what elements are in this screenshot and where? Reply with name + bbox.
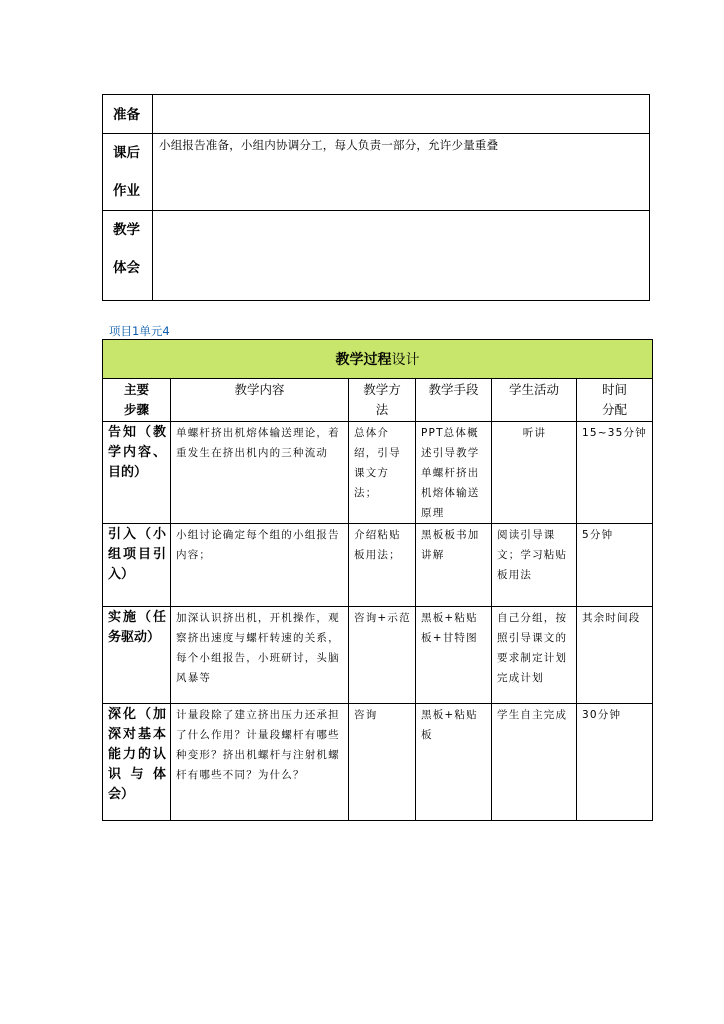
prep-label-cell (103, 95, 153, 134)
header-time-line2: 分配 (602, 402, 628, 417)
header-means: 教学手段 (416, 379, 492, 422)
reflection-content (153, 211, 650, 301)
header-step-line1: 主要 (123, 382, 149, 397)
header-step (103, 379, 171, 422)
table-title-bold: 教学过程 (335, 352, 392, 368)
time-cell: 15~35分钟 (577, 422, 653, 524)
means-cell: 黑板+粘贴板+甘特图 (416, 607, 492, 704)
table-title (103, 340, 653, 379)
header-method-line2: 法 (375, 402, 389, 417)
activity-cell: 听讲 (492, 422, 577, 524)
content-cell: 加深认识挤出机，开机操作，观察挤出速度与螺杆转速的关系，每个小组报告，小班研讨，头脑风暴等 (171, 607, 349, 704)
reflection-row (103, 211, 650, 301)
step-cell: 实施（任务驱动） (103, 607, 171, 704)
means-cell: 黑板+粘贴板 (416, 704, 492, 821)
activity-cell: 阅读引导课文；学习粘贴板用法 (492, 524, 577, 607)
header-content: 教学内容 (171, 379, 349, 422)
activity-cell: 学生自主完成 (492, 704, 577, 821)
reflection-label-cell (103, 211, 153, 301)
method-cell: 咨询 (349, 704, 416, 821)
homework-label-line2: 作业 (113, 183, 140, 199)
title-row (103, 340, 653, 379)
header-method-line1: 教学方 (363, 382, 401, 397)
homework-content: 小组报告准备，小组内协调分工，每人负责一部分，允许少量重叠 (153, 134, 650, 211)
time-cell: 其余时间段 (577, 607, 653, 704)
table-row (103, 607, 653, 704)
step-cell: 引入（小组项目引入） (103, 524, 171, 607)
prep-content (153, 95, 650, 134)
homework-row (103, 134, 650, 211)
time-cell: 30分钟 (577, 704, 653, 821)
prep-row (103, 95, 650, 134)
homework-label-line1: 课后 (113, 145, 140, 161)
means-cell: 黑板板书加讲解 (416, 524, 492, 607)
table-row (103, 422, 653, 524)
header-activity: 学生活动 (492, 379, 577, 422)
top-info-table (102, 94, 650, 301)
content-cell: 小组讨论确定每个组的小组报告内容； (171, 524, 349, 607)
teaching-process-table (102, 339, 653, 821)
content-cell: 计量段除了建立挤出压力还承担了什么作用？计量段螺杆有哪些种变形？挤出机螺杆与注射机螺杆有哪些不同？为什么？ (171, 704, 349, 821)
method-cell: 总体介绍，引导课文方法； (349, 422, 416, 524)
header-method (349, 379, 416, 422)
header-step-line2: 步骤 (123, 402, 149, 417)
table-row (103, 704, 653, 821)
reflection-label-line2: 体会 (113, 260, 140, 276)
means-cell: PPT总体概述引导教学单螺杆挤出机熔体输送原理 (416, 422, 492, 524)
step-cell: 告知（教学内容、目的） (103, 422, 171, 524)
content-cell: 单螺杆挤出机熔体输送理论，着重发生在挤出机内的三种流动 (171, 422, 349, 524)
table-title-rest: 设计 (391, 352, 420, 368)
homework-label-cell (103, 134, 153, 211)
method-cell: 咨询+示范 (349, 607, 416, 704)
table-row (103, 524, 653, 607)
unit-label: 项目1单元4 (109, 324, 170, 338)
reflection-label-line1: 教学 (113, 222, 140, 238)
activity-cell: 自己分组，按照引导课文的要求制定计划完成计划 (492, 607, 577, 704)
step-cell: 深化（加深对基本能力的认识与体会） (103, 704, 171, 821)
header-row (103, 379, 653, 422)
prep-label: 准备 (113, 107, 140, 123)
time-cell: 5分钟 (577, 524, 653, 607)
header-time (577, 379, 653, 422)
header-time-line1: 时间 (602, 382, 628, 397)
method-cell: 介绍粘贴板用法； (349, 524, 416, 607)
